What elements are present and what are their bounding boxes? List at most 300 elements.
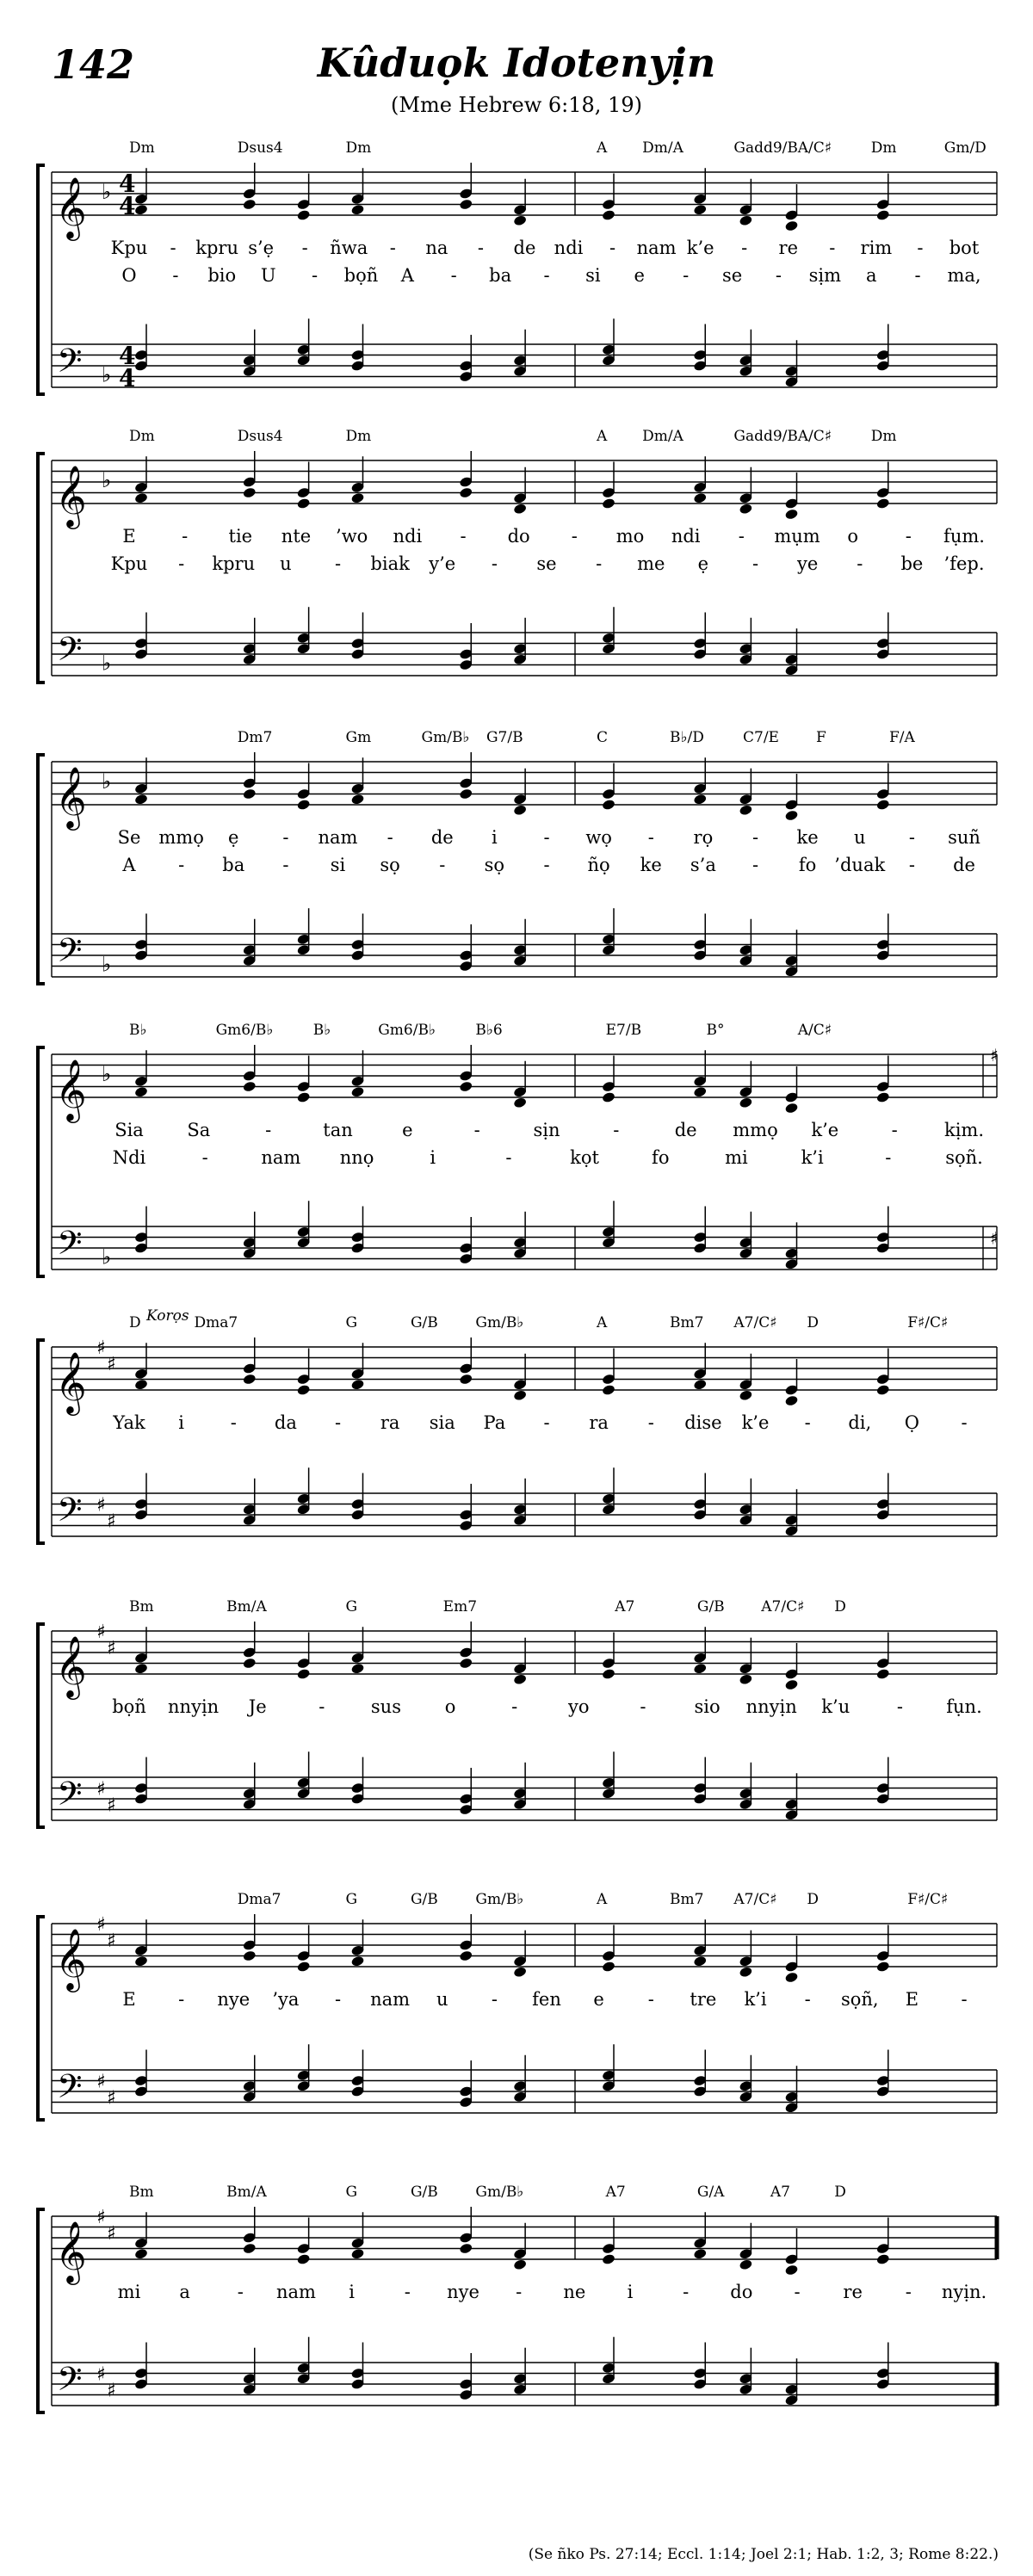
lyric-syllable: a (179, 2282, 190, 2302)
lyric-syllable: - (914, 265, 921, 286)
lyric-syllable: wọ (585, 827, 612, 848)
lyric-syllable: k’u (821, 1696, 851, 1717)
time-signature-top: 4 (119, 170, 136, 198)
note-head (602, 209, 616, 221)
lyric-syllable: Ndi (112, 1147, 146, 1168)
key-signature (102, 180, 111, 387)
sharp-icon: ♯ (107, 1510, 116, 1533)
lyric-syllable: e (402, 1120, 413, 1140)
lyric-syllable: a (865, 265, 877, 286)
chord-symbol: Dm (129, 139, 155, 157)
lyric-syllable: - (404, 2282, 411, 2302)
lyric-syllable: sia (429, 1412, 455, 1433)
bass-clef-icon: 𝄢 (57, 341, 83, 388)
bass-clef-icon: 𝄢 (57, 2066, 83, 2114)
lyric-syllable: - (389, 238, 396, 258)
chord-symbol: G (345, 1314, 358, 1331)
time-signature-bottom: 4 (119, 364, 136, 392)
lyric-syllable: - (516, 2282, 523, 2302)
note-head (513, 2258, 528, 2270)
lyric-syllable: fụm. (943, 526, 985, 547)
lyric-syllable: ’ya (272, 1989, 300, 2010)
hymn-number: 142 (52, 41, 135, 88)
note-head (459, 198, 473, 210)
lyric-line (113, 1147, 983, 1168)
treble-clef-icon: 𝄞 (55, 1350, 87, 1413)
system-6 (38, 1598, 997, 1827)
lyric-syllable: mụm (774, 526, 820, 547)
chord-symbol: Gm6/B♭ (215, 1022, 274, 1039)
lyric-syllable: kọt (570, 1147, 599, 1168)
note-head (296, 1091, 311, 1103)
lyric-syllable: - (491, 553, 498, 574)
lyric-syllable: - (182, 526, 189, 547)
chord-symbol: D (807, 1314, 820, 1331)
chord-symbol: G/A (696, 2184, 725, 2201)
chord-symbol: Bm (129, 1598, 154, 1615)
lyric-syllable: - (543, 265, 550, 286)
treble-clef-icon: 𝄞 (55, 176, 87, 238)
chord-symbol: F♯/C♯ (907, 1891, 949, 1908)
sharp-icon: ♯ (96, 1914, 106, 1936)
chord-symbol: Gadd9/B (733, 428, 798, 445)
chord-symbol: G/B (410, 1314, 438, 1331)
chord-symbol: B♭/D (670, 729, 704, 746)
lyric-syllable: sọ (380, 855, 400, 875)
lyric-syllable: yo (568, 1696, 590, 1717)
lyric-syllable: - (640, 1696, 646, 1717)
system-bracket (38, 1340, 45, 1543)
lyric-syllable: - (282, 827, 289, 848)
lyric-line (118, 827, 980, 848)
lyric-syllable: de (430, 827, 454, 848)
chord-symbol: G (345, 1598, 358, 1615)
system-2 (38, 428, 997, 683)
bass-clef-icon: 𝄢 (57, 2359, 83, 2406)
lyric-syllable: i (430, 1147, 436, 1168)
system-bracket (38, 1047, 45, 1276)
note-head (693, 1663, 708, 1675)
lyric-syllable: mi (117, 2282, 141, 2302)
hymn-scripture-reference: (Mme Hebrew 6:18, 19) (391, 93, 642, 117)
note-head (459, 486, 473, 498)
flat-icon: ♭ (102, 651, 112, 676)
key-signature (96, 1337, 116, 1532)
note-head (134, 2248, 149, 2260)
lyric-syllable: s’ẹ (248, 238, 275, 258)
chord-symbol: A (597, 428, 608, 445)
lyric-syllable: bọñ (343, 265, 379, 286)
lyric-syllable: mmọ (733, 1120, 778, 1140)
chord-symbol: A/C♯ (797, 1022, 832, 1039)
lyric-syllable: sọ (484, 855, 505, 875)
lyric-syllable: - (178, 855, 185, 875)
bass-staff (52, 2070, 997, 2113)
flat-icon: ♭ (102, 468, 112, 492)
lyric-syllable: Sa (187, 1120, 211, 1140)
bass-staff (52, 1223, 997, 1270)
lyric-syllable: nnyịn (168, 1696, 220, 1717)
lyric-syllable: i (349, 2282, 356, 2302)
lyric-syllable: ’duak (834, 855, 886, 875)
lyric-syllable: - (170, 238, 176, 258)
lyric-syllable: o (847, 526, 858, 547)
chord-symbol: Dma7 (237, 1891, 281, 1908)
chord-symbol: G/B (410, 1891, 438, 1908)
note-head (602, 497, 616, 510)
note-head (602, 2253, 616, 2265)
note-head (513, 1096, 528, 1109)
lyric-syllable: - (857, 553, 863, 574)
system-bracket (38, 454, 45, 683)
lyric-syllable: tie (228, 526, 253, 547)
chord-symbol: Gm6/B♭ (378, 1022, 436, 1039)
chord-symbol: A (597, 1314, 608, 1331)
lyric-syllable: kpru (195, 238, 238, 258)
chord-symbol: B♭ (129, 1022, 147, 1039)
note-head (693, 794, 708, 806)
system-bracket (38, 1917, 45, 2120)
chord-symbol: G (345, 2184, 358, 2201)
chord-symbol: Dsus4 (237, 139, 283, 157)
chord-symbol: D (129, 1314, 141, 1331)
lyric-syllable: - (905, 526, 912, 547)
lyric-syllable: y’e (429, 553, 456, 574)
lyric-syllable: - (683, 265, 690, 286)
lyric-syllable: fo (652, 1147, 670, 1168)
note-head (784, 1394, 799, 1406)
lyric-syllable: i (627, 2282, 634, 2302)
note-head (875, 2253, 890, 2265)
lyric-syllable: mmọ (158, 827, 204, 848)
note-head (693, 1379, 708, 1391)
note-head (784, 1678, 799, 1690)
lyric-syllable: se (721, 265, 743, 286)
sharp-icon: ♯ (107, 1795, 116, 1817)
chord-symbol: C7/E (743, 729, 779, 746)
lyric-syllable: rọ (693, 827, 714, 848)
lyric-syllable: - (609, 238, 616, 258)
lyric-syllable: E (905, 1989, 919, 2010)
lyric-syllable: - (230, 1412, 237, 1433)
note-head (784, 809, 799, 821)
lyric-syllable: biak (370, 553, 410, 574)
lyric-syllable: E (122, 1989, 136, 2010)
sharp-icon: ♯ (107, 1637, 116, 1659)
note-head (513, 1966, 528, 1978)
treble-clef-icon: 𝄞 (55, 1634, 87, 1697)
chord-symbol: Dm/A (642, 428, 684, 445)
note-head (602, 1668, 616, 1680)
lyric-line (118, 2282, 987, 2302)
note-head (513, 503, 528, 515)
note-head (739, 1389, 753, 1401)
lyric-syllable: Je (248, 1696, 267, 1717)
sharp-icon: ♯ (990, 1045, 999, 1066)
chord-symbol: A7 (605, 2184, 626, 2201)
chord-symbol: A7 (615, 1598, 635, 1615)
note-head (602, 1384, 616, 1396)
lyric-syllable: ne (563, 2282, 586, 2302)
lyric-syllable: Kpu (110, 238, 148, 258)
note-head (739, 1673, 753, 1685)
note-head (513, 1389, 528, 1401)
note-head (513, 1673, 528, 1685)
lyric-syllable: ke (796, 827, 819, 848)
bass-staff (52, 1774, 997, 1821)
chord-symbol: A (597, 139, 608, 157)
lyric-syllable: - (334, 553, 342, 574)
lyric-syllable: - (477, 238, 484, 258)
note-head (739, 214, 753, 226)
chord-symbol: Gm (345, 729, 372, 746)
sharp-icon: ♯ (107, 2380, 116, 2402)
lyric-syllable: E (122, 526, 136, 547)
lyric-line (112, 1412, 967, 1433)
sharp-icon: ♯ (107, 2087, 116, 2110)
note-head (739, 2258, 753, 2270)
note-head (350, 1086, 365, 1098)
flat-icon: ♭ (102, 362, 112, 387)
lyric-syllable: - (752, 855, 759, 875)
sharp-icon: ♯ (96, 2071, 106, 2093)
chord-symbol: A/C♯ (797, 139, 832, 157)
sharp-icon: ♯ (96, 2363, 106, 2386)
key-signature (96, 1622, 116, 1816)
lyric-syllable: ndi (671, 526, 701, 547)
lyric-line (121, 855, 975, 875)
chord-symbol: A7/C♯ (733, 1891, 777, 1908)
note-head (134, 1086, 149, 1098)
lyric-syllable: o (444, 1696, 456, 1717)
sharp-icon: ♯ (96, 2207, 106, 2228)
lyric-syllable: - (301, 238, 308, 258)
system-7 (38, 1891, 997, 2120)
lyric-syllable: - (961, 1989, 968, 2010)
lyric-syllable: k’e (686, 238, 714, 258)
hymn-title: Kûduọk Idotenyịn (317, 40, 716, 86)
lyric-syllable: ’fep. (943, 553, 985, 574)
note-head (296, 209, 311, 221)
lyric-syllable: ñọ (587, 855, 610, 875)
sharp-icon: ♯ (96, 1778, 106, 1801)
note-head (693, 204, 708, 216)
lyric-line (111, 553, 985, 574)
note-head (459, 1657, 473, 1669)
lyric-syllable: k’e (741, 1412, 770, 1433)
lyric-syllable: sọñ. (945, 1147, 983, 1168)
bass-staff (52, 934, 997, 977)
lyric-syllable: - (237, 2282, 244, 2302)
note-head (134, 794, 149, 806)
chord-symbol: A/C♯ (797, 428, 832, 445)
lyric-syllable: fen (532, 1989, 561, 2010)
chord-symbol: B♭ (312, 1022, 331, 1039)
flat-icon: ♭ (102, 1062, 112, 1086)
chord-symbol: F♯/C♯ (907, 1314, 949, 1331)
lyric-syllable: ba (489, 265, 512, 286)
lyric-syllable: de (674, 1120, 697, 1140)
system-3 (38, 729, 997, 984)
note-head (242, 788, 257, 800)
lyric-syllable: - (908, 827, 915, 848)
note-head (459, 1373, 473, 1385)
note-head (459, 788, 473, 800)
chord-symbol: Dm (870, 139, 897, 157)
chord-symbol: Bm7 (670, 1314, 704, 1331)
lyric-syllable: O (121, 265, 137, 286)
lyric-syllable: Se (117, 827, 141, 848)
chord-symbol: Gm/B♭ (475, 1891, 524, 1908)
lyric-syllable: - (738, 526, 745, 547)
note-head (242, 2242, 257, 2254)
lyric-syllable: k’e (811, 1120, 839, 1140)
lyric-syllable: - (794, 2282, 801, 2302)
note-head (242, 1949, 257, 1961)
bass-staff (52, 341, 997, 388)
lyric-syllable: U (260, 265, 276, 286)
lyric-syllable: - (613, 1120, 620, 1140)
system-bracket (38, 755, 45, 984)
lyric-syllable: - (752, 827, 759, 848)
lyric-syllable: do (730, 2282, 753, 2302)
chord-symbol: Bm7 (670, 1891, 704, 1908)
lyric-syllable: me (637, 553, 665, 574)
lyric-syllable: ke (640, 855, 662, 875)
note-head (350, 794, 365, 806)
note-head (739, 1096, 753, 1109)
chord-symbol: Bm/A (226, 1598, 267, 1615)
lyric-syllable: de (953, 855, 975, 875)
lyric-syllable: - (450, 265, 457, 286)
chord-symbol: G7/B (486, 729, 523, 746)
lyric-syllable: - (178, 1989, 185, 2010)
bass-clef-icon: 𝄢 (57, 629, 83, 676)
flat-icon: ♭ (102, 952, 112, 977)
lyric-syllable: Ọ (904, 1412, 919, 1433)
chord-symbol: F/A (889, 729, 915, 746)
lyric-syllable: i (492, 827, 498, 848)
note-head (350, 1955, 365, 1968)
lyric-syllable: - (172, 265, 179, 286)
lyric-syllable: ñwa (330, 238, 368, 258)
note-head (602, 799, 616, 811)
lyric-syllable: ndi (554, 238, 584, 258)
lyric-syllable: fo (798, 855, 817, 875)
chord-symbol: A (597, 1891, 608, 1908)
chord-symbol: Dm7 (237, 729, 273, 746)
note-head (875, 799, 890, 811)
lyric-syllable: ye (796, 553, 819, 574)
note-head (242, 486, 257, 498)
chord-symbol: Gm/D (943, 139, 987, 157)
time-signature-bottom: 4 (119, 192, 136, 220)
sharp-icon: ♯ (96, 1494, 106, 1517)
lyric-line (121, 265, 980, 286)
note-head (513, 214, 528, 226)
lyric-syllable: sịm (808, 265, 842, 286)
lyric-syllable: e (593, 1989, 604, 2010)
chord-symbol: Em7 (442, 1598, 478, 1615)
note-head (134, 1663, 149, 1675)
section-label: Korọs (146, 1307, 189, 1325)
lyric-syllable: si (585, 265, 601, 286)
treble-clef-icon: 𝄞 (55, 464, 87, 527)
lyric-syllable: ra (589, 1412, 609, 1433)
note-head (693, 2248, 708, 2260)
chord-symbol: D (834, 1598, 846, 1615)
chord-symbol: Dm (129, 428, 155, 445)
system-8 (38, 2184, 997, 2412)
lyric-syllable: nte (281, 526, 312, 547)
note-head (784, 1102, 799, 1114)
flat-icon: ♭ (102, 769, 112, 794)
lyric-syllable: - (491, 1989, 498, 2010)
sharp-icon: ♯ (96, 1622, 106, 1643)
lyric-syllable: sọñ, (840, 1989, 879, 2010)
lyric-syllable: - (571, 526, 578, 547)
chord-symbol: A7/C♯ (733, 1314, 777, 1331)
lyric-syllable: ma, (947, 265, 981, 286)
lyric-syllable: - (543, 855, 550, 875)
note-head (784, 219, 799, 232)
note-head (242, 1657, 257, 1669)
note-head (134, 492, 149, 504)
lyric-syllable: - (804, 1989, 811, 2010)
chord-symbol: Bm/A (226, 2184, 267, 2201)
lyric-syllable: fụn. (946, 1696, 982, 1717)
chord-symbol: Dsus4 (237, 428, 283, 445)
lyric-line (122, 526, 985, 547)
lyric-syllable: do (507, 526, 530, 547)
lyric-syllable: da (274, 1412, 297, 1433)
chord-symbol: A7/C♯ (761, 1598, 805, 1615)
note-head (784, 1971, 799, 1983)
system-1 (38, 139, 997, 394)
lyric-syllable: - (908, 855, 915, 875)
key-signature (102, 468, 111, 676)
lyric-syllable: dise (684, 1412, 722, 1433)
chord-symbol: C (597, 729, 609, 746)
system-bracket (38, 2209, 45, 2412)
note-head (602, 1091, 616, 1103)
sharp-icon: ♯ (107, 1930, 116, 1952)
note-head (242, 1373, 257, 1385)
lyric-syllable: nam (261, 1147, 301, 1168)
lyric-line (114, 1120, 984, 1140)
lyric-syllable: - (439, 855, 446, 875)
note-head (784, 508, 799, 520)
sharp-icon: ♯ (107, 2222, 116, 2245)
lyric-syllable: - (752, 553, 759, 574)
lyric-syllable: - (961, 1412, 968, 1433)
note-head (513, 804, 528, 816)
lyric-syllable: sus (370, 1696, 402, 1717)
note-head (459, 2242, 473, 2254)
lyric-syllable: - (741, 238, 748, 258)
note-head (296, 799, 311, 811)
chord-symbol: Dm (345, 139, 372, 157)
note-head (296, 1668, 311, 1680)
note-head (875, 1961, 890, 1973)
chord-symbol: B° (706, 1022, 725, 1039)
lyric-syllable: - (647, 1412, 654, 1433)
lyric-syllable: u (853, 827, 866, 848)
note-head (296, 2253, 311, 2265)
lyric-syllable: ra (380, 1412, 400, 1433)
treble-clef-icon: 𝄞 (55, 765, 87, 828)
chord-symbol: Gm/B♭ (421, 729, 470, 746)
